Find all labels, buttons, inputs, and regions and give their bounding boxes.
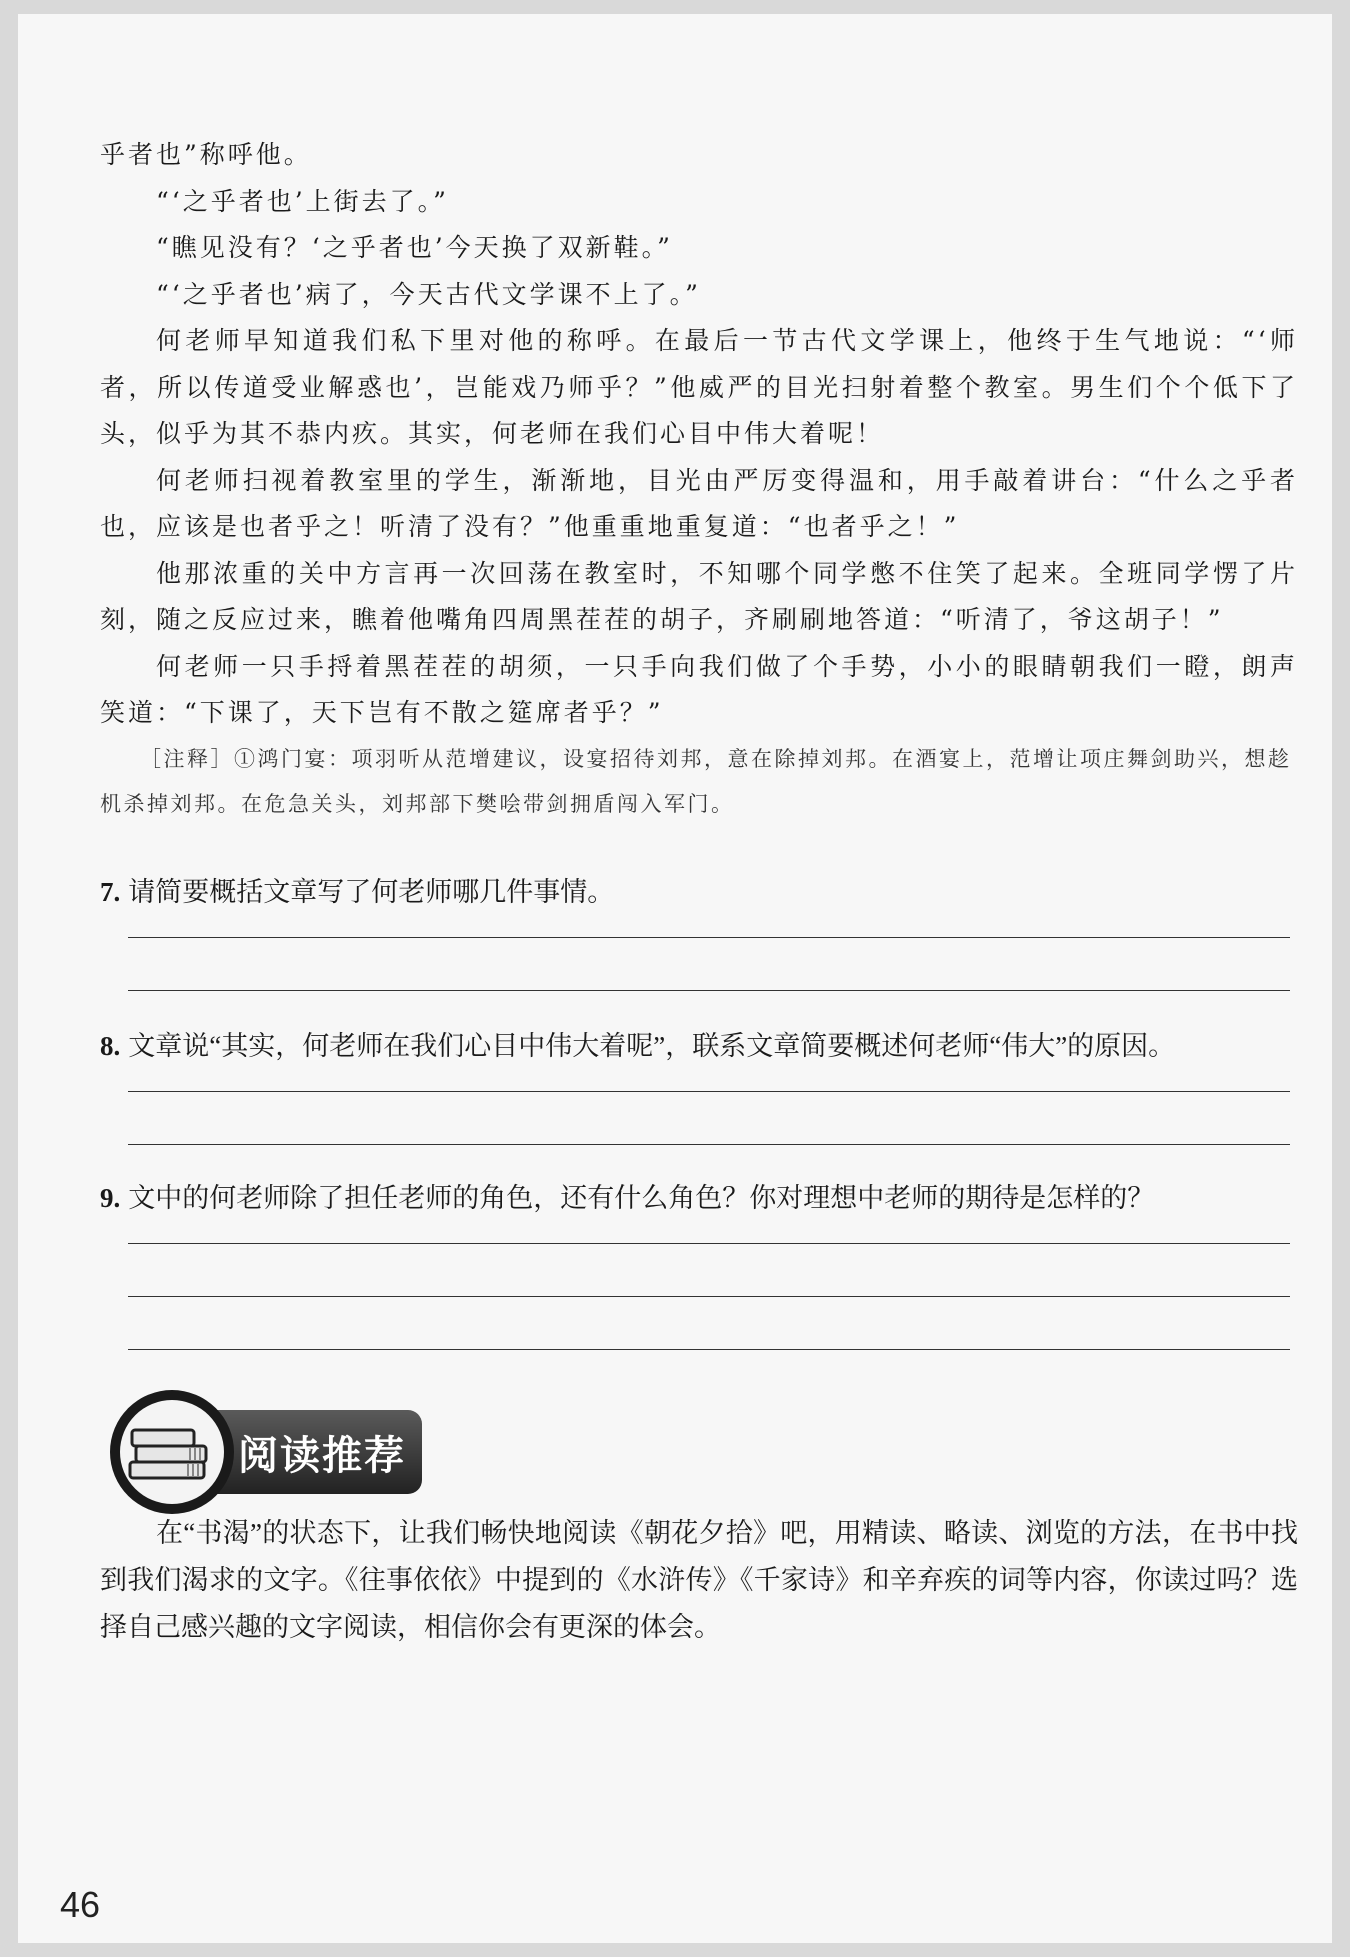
annotation bbox=[100, 737, 1298, 827]
answer-line[interactable] bbox=[128, 1091, 1290, 1092]
question-text: 文章说“其实，何老师在我们心目中伟大着呢”，联系文章简要概述何老师“伟大”的原因。 bbox=[128, 1031, 1176, 1061]
story-paragraph: 何老师一只手捋着黑茬茬的胡须，一只手向我们做了个手势，小小的眼睛朝我们一瞪，朗声笑道：“下课了，天下岂有不散之筵席者乎？” bbox=[100, 651, 1298, 727]
question-number: 8. bbox=[100, 1031, 121, 1061]
reading-recommendation-text bbox=[100, 1510, 1298, 1651]
question-9 bbox=[100, 1178, 1298, 1218]
textbook-page bbox=[18, 14, 1332, 1943]
recommendation-paragraph: 在“书渴”的状态下，让我们畅快地阅读《朝花夕拾》吧，用精读、略读、浏览的方法，在书中找到我们渴求的文字。《往事依依》中提到的《水浒传》《千家诗》和辛弃疾的词等内容，你读过吗？选择自己感兴趣的文字阅读，相信你会有更深的体会。 bbox=[100, 1518, 1298, 1642]
question-number: 9. bbox=[100, 1183, 121, 1213]
question-text: 文中的何老师除了担任老师的角色，还有什么角色？你对理想中老师的期待是怎样的？ bbox=[128, 1183, 1155, 1213]
answer-line[interactable] bbox=[128, 1296, 1290, 1297]
story-paragraph: 何老师早知道我们私下里对他的称呼。在最后一节古代文学课上，他终于生气地说：“‘师者，所以传道受业解惑也’，岂能戏乃师乎？”他威严的目光扫射着整个教室。男生们个个低下了头，似乎为其不恭内疚。其实，何老师在我们心目中伟大着呢！ bbox=[100, 326, 1298, 448]
story-paragraph: “‘之乎者也’上街去了。” bbox=[156, 186, 449, 216]
answer-line[interactable] bbox=[128, 990, 1290, 991]
question-7 bbox=[100, 872, 1298, 912]
answer-line[interactable] bbox=[128, 1144, 1290, 1145]
story-paragraph: “瞧见没有？‘之乎者也’今天换了双新鞋。” bbox=[156, 233, 673, 262]
story-paragraph: 何老师扫视着教室里的学生，渐渐地，目光由严厉变得温和，用手敲着讲台：“什么之乎者也，应该是也者乎之！听清了没有？”他重重地重复道：“也者乎之！” bbox=[100, 465, 1298, 541]
question-text: 请简要概括文章写了何老师哪几件事情。 bbox=[128, 877, 615, 907]
section-title: 阅读推荐 bbox=[238, 1433, 406, 1479]
annotation-tag: ［注释］ bbox=[140, 746, 234, 771]
question-8 bbox=[100, 1026, 1298, 1066]
annotation-text: ①鸿门宴：项羽听从范增建议，设宴招待刘邦，意在除掉刘邦。在酒宴上，范增让项庄舞剑助兴，想趁机杀掉刘邦。在危急关头，刘邦部下樊哙带剑拥盾闯入军门。 bbox=[100, 746, 1292, 816]
reading-recommendation-banner bbox=[96, 1382, 436, 1522]
page-number: 46 bbox=[60, 1884, 101, 1925]
story-text bbox=[100, 132, 1298, 827]
story-paragraph: 乎者也”称呼他。 bbox=[100, 140, 312, 169]
story-paragraph: “‘之乎者也’病了，今天古代文学课不上了。” bbox=[156, 279, 701, 309]
story-paragraph: 他那浓重的关中方言再一次回荡在教室时，不知哪个同学憋不住笑了起来。全班同学愣了片刻，随之反应过来，瞧着他嘴角四周黑茬茬的胡子，齐刷刷地答道：“听清了，爷这胡子！” bbox=[100, 558, 1298, 634]
answer-line[interactable] bbox=[128, 937, 1290, 938]
answer-line[interactable] bbox=[128, 1243, 1290, 1244]
question-number: 7. bbox=[100, 877, 121, 907]
answer-line[interactable] bbox=[128, 1349, 1290, 1350]
